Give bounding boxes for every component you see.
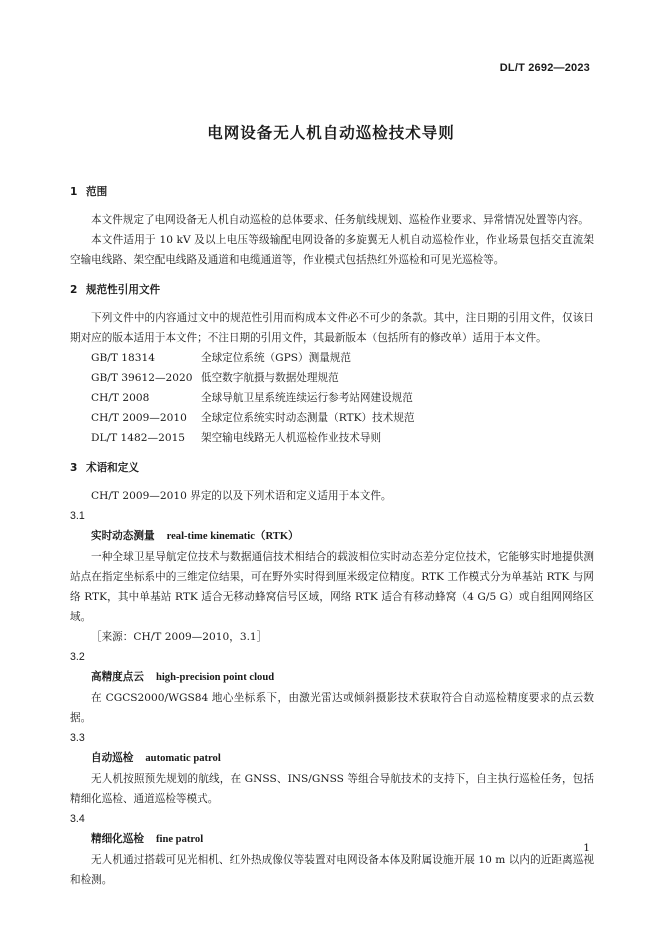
term-name-zh: 精细化巡检 <box>91 833 144 845</box>
reference-code: DL/T 1482—2015 <box>91 432 186 444</box>
section-3-heading <box>70 458 594 478</box>
paragraph: 下列文件中的内容通过文中的规范性引用而构成本文件必不可少的条款。其中，注日期的引用文件，仅该日期对应的版本适用于本文件；不注日期的引用文件，其最新版本（包括所有的修改单）适用于本文件。 <box>70 312 594 344</box>
term-number: 3.2 <box>70 651 85 663</box>
section-number: 1 <box>70 186 78 198</box>
reference-code: CH/T 2008 <box>91 392 150 404</box>
section-number: 3 <box>70 462 78 474</box>
term-source: ［来源：CH/T 2009—2010，3.1］ <box>91 631 268 643</box>
reference-title: 架空输电线路无人机巡检作业技术导则 <box>201 432 382 444</box>
term-name-en: high-precision point cloud <box>155 672 275 683</box>
term-definition: 在 CGCS2000/WGS84 地心坐标系下，由激光雷达或倾斜摄影技术获取符合自动巡检精度要求的点云数据。 <box>70 692 594 724</box>
reference-code: GB/T 39612—2020 <box>91 372 193 384</box>
section-title: 规范性引用文件 <box>86 284 161 296</box>
term-name-zh: 高精度点云 <box>91 671 144 683</box>
term-definition: 无人机通过搭载可见光相机、红外热成像仪等装置对电网设备本体及附属设施开展 10 m 以内的近距离巡视和检测。 <box>70 854 594 886</box>
reference-code: GB/T 18314 <box>91 352 155 364</box>
reference-title: 全球定位系统实时动态测量（RTK）技术规范 <box>201 412 415 424</box>
section-title: 术语和定义 <box>86 462 139 474</box>
reference-item <box>70 368 594 388</box>
paragraph: 本文件规定了电网设备无人机自动巡检的总体要求、任务航线规划、巡检作业要求、异常情况处置等内容。 <box>91 214 589 226</box>
reference-item <box>70 388 594 408</box>
term-name-zh: 自动巡检 <box>91 752 134 764</box>
term-number: 3.3 <box>70 732 85 744</box>
standard-code: DL/T 2692—2023 <box>499 62 590 74</box>
reference-title: 全球定位系统（GPS）测量规范 <box>201 352 351 364</box>
term-number: 3.4 <box>70 813 85 825</box>
reference-item <box>70 348 594 368</box>
paragraph: 本文件适用于 10 kV 及以上电压等级输配电网设备的多旋翼无人机自动巡检作业，作业场景包括交直流架空输电线路、架空配电线路及通道和电缆通道等，作业模式包括热红外巡检和可见光巡检等。 <box>70 234 594 266</box>
term-name <box>70 748 594 769</box>
reference-title: 全球导航卫星系统连续运行参考站网建设规范 <box>201 392 413 404</box>
term-definition: 无人机按照预先规划的航线，在 GNSS、INS/GNSS 等组合导航技术的支持下，自主执行巡检任务，包括精细化巡检、通道巡检等模式。 <box>70 773 594 805</box>
reference-code: CH/T 2009—2010 <box>91 412 187 424</box>
reference-title: 低空数字航摄与数据处理规范 <box>201 372 339 384</box>
term-name <box>70 829 594 850</box>
term-name-en: real-time kinematic（RTK） <box>166 531 299 542</box>
term-name-en: automatic patrol <box>145 753 221 764</box>
term-name <box>70 667 594 688</box>
section-1-heading <box>70 182 594 202</box>
page-number: 1 <box>583 842 590 854</box>
reference-item <box>70 428 594 448</box>
section-title: 范围 <box>86 186 108 198</box>
section-2-heading <box>70 280 594 300</box>
document-body <box>70 182 594 890</box>
term-name <box>70 526 594 547</box>
term-name-en: fine patrol <box>155 834 204 845</box>
reference-item <box>70 408 594 428</box>
term-name-zh: 实时动态测量 <box>91 530 155 542</box>
term-definition: 一种全球卫星导航定位技术与数据通信技术相结合的载波相位实时动态差分定位技术，它能够实时地提供测站点在指定坐标系中的三维定位结果，可在野外实时得到厘米级定位精度。RTK 工作模式分为单基站 RTK 与网络 RTK，其中单基站 RTK 适合无移动蜂窝信号区域，网络 RTK 适合有移动蜂窝（4 G/5 G）或自组网网络区域。 <box>70 551 594 623</box>
term-number: 3.1 <box>70 510 85 522</box>
section-number: 2 <box>70 284 78 296</box>
paragraph: CH/T 2009—2010 界定的以及下列术语和定义适用于本文件。 <box>91 490 392 502</box>
document-title: 电网设备无人机自动巡检技术导则 <box>207 124 455 142</box>
